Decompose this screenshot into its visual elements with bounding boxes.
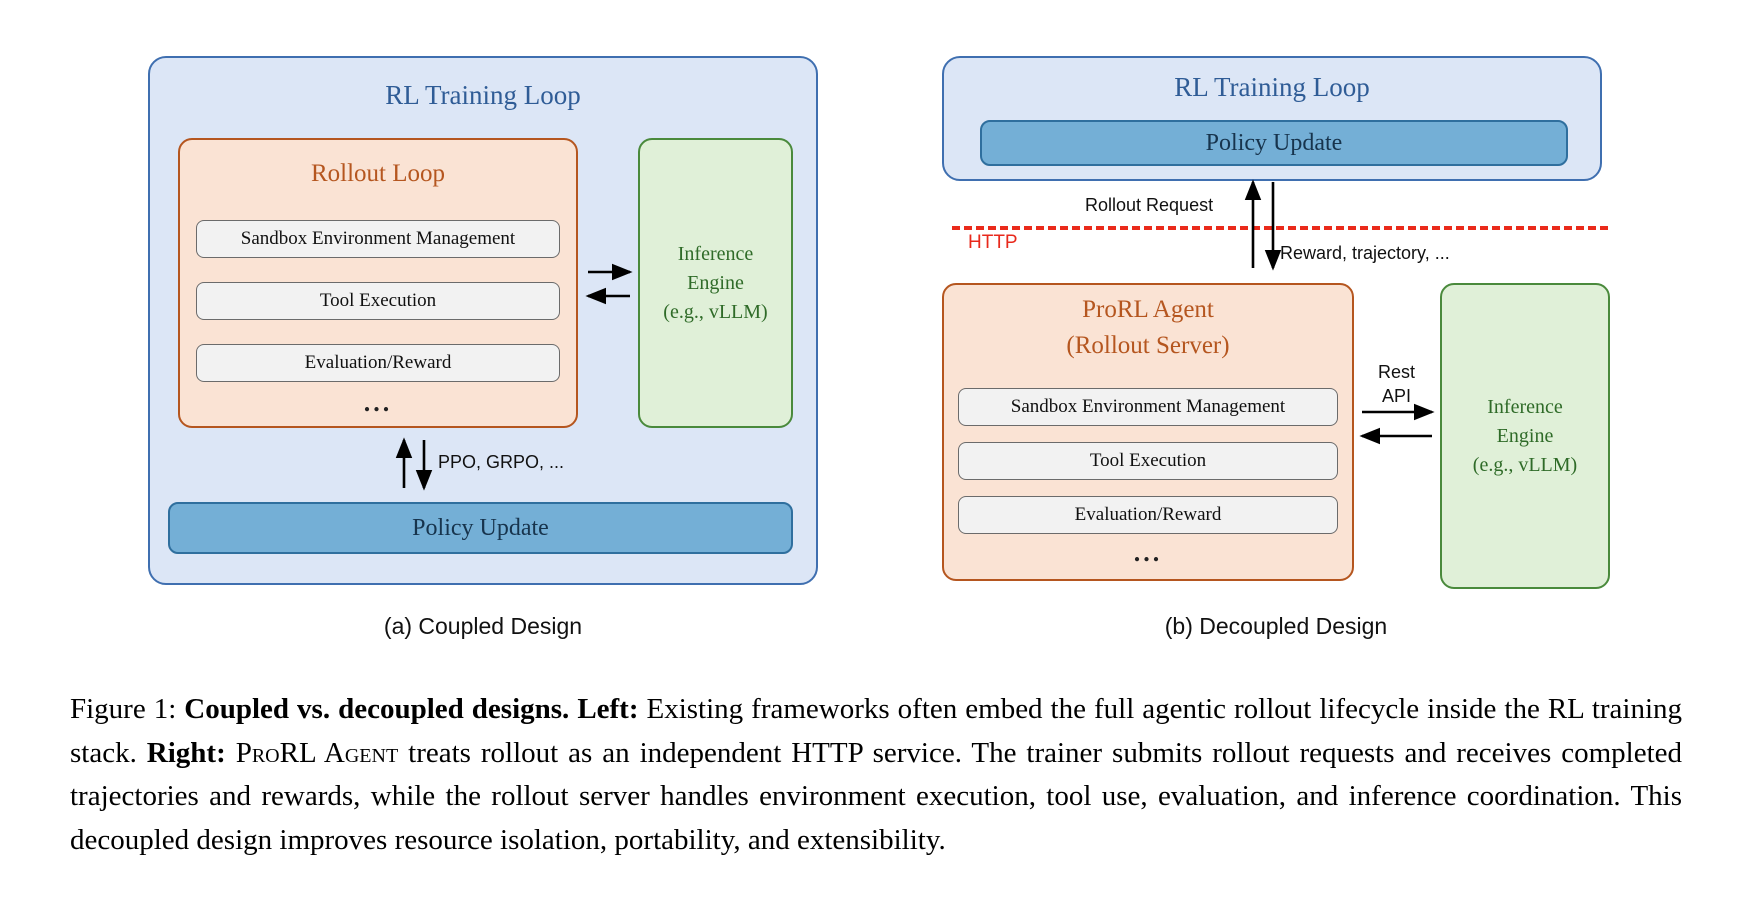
right-item-tool-execution[interactable]: Tool Execution	[958, 442, 1338, 480]
left-engine-line-2: Engine	[687, 271, 744, 294]
right-rollout-ellipsis: ...	[1133, 538, 1163, 567]
right-engine-line-3: (e.g., vLLM)	[1472, 453, 1578, 476]
right-panel-title: RL Training Loop	[1174, 72, 1370, 102]
left-rollout-ellipsis: ...	[363, 388, 393, 417]
left-policy-update-box[interactable]: Policy Update	[168, 502, 793, 554]
rest-api-label-line2: API	[1382, 386, 1412, 406]
right-item-sandbox-environment-management[interactable]: Sandbox Environment Management	[958, 388, 1338, 426]
caption-figure-label: Figure 1:	[70, 693, 177, 725]
caption-left-bold: Left:	[577, 693, 639, 725]
right-rest-api-arrows	[1362, 412, 1432, 436]
figure-caption	[70, 688, 1682, 862]
http-label: HTTP	[968, 232, 1018, 253]
right-policy-update-box[interactable]: Policy Update	[980, 120, 1568, 166]
left-subcaption: (a) Coupled Design	[383, 613, 583, 639]
prorl-agent-title-line2: (Rollout Server)	[1066, 332, 1230, 359]
prorl-agent-title-line1: ProRL Agent	[1082, 296, 1214, 323]
caption-prorl-agent-name: ProRL Agent	[235, 736, 399, 769]
right-engine-line-1: Inference	[1487, 395, 1563, 418]
left-inference-engine-box	[638, 138, 793, 428]
right-http-arrows	[1253, 182, 1273, 268]
caption-left-text: Existing frameworks often embed the full agentic rollout lifecycle inside the RL training stack.	[70, 693, 1683, 769]
caption-right-bold: Right:	[146, 736, 226, 769]
right-inference-engine-box	[1440, 283, 1610, 589]
left-item-sandbox-environment-management[interactable]: Sandbox Environment Management	[196, 220, 560, 258]
right-item-evaluation-reward[interactable]: Evaluation/Reward	[958, 496, 1338, 534]
left-item-tool-execution[interactable]: Tool Execution	[196, 282, 560, 320]
rollout-loop-title: Rollout Loop	[310, 160, 446, 187]
right-engine-line-2: Engine	[1496, 424, 1554, 447]
caption-right-text: treats rollout as an independent HTTP service. The trainer submits rollout requests and receives completed trajectories and rewards, while the rollout server handles environment execution, tool use, evaluation, and inference coordination. This decoupled design improves resource isolation, portability, and extensibility.	[70, 736, 1682, 856]
left-item-evaluation-reward[interactable]: Evaluation/Reward	[196, 344, 560, 382]
reward-trajectory-label: Reward, trajectory, ...	[1280, 243, 1450, 263]
prorl-agent-box	[942, 283, 1354, 581]
left-engine-line-1: Inference	[677, 242, 754, 265]
left-engine-line-3: (e.g., vLLM)	[663, 300, 768, 323]
right-subcaption: (b) Decoupled Design	[1164, 613, 1388, 639]
caption-bold-lead: Coupled vs. decoupled designs.	[184, 693, 570, 725]
rest-api-label-line1: Rest	[1378, 362, 1416, 382]
left-panel-title: RL Training Loop	[385, 80, 581, 110]
rollout-request-label: Rollout Request	[1085, 195, 1214, 215]
left-algo-label: PPO, GRPO, ...	[438, 452, 565, 472]
http-boundary-dashed-line	[952, 226, 1608, 230]
